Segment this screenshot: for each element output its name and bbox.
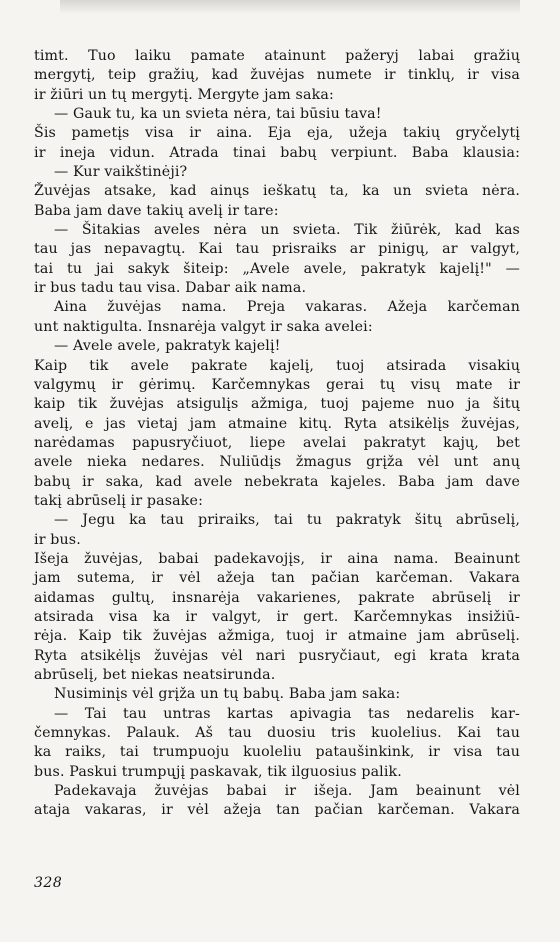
text-line: Padekavaja žuvėjas babai ir išeja. Jam beainunt vėl bbox=[54, 783, 520, 800]
text-line: Kaip tik avele pakrate kajelį, tuoj atsirada visakių bbox=[34, 357, 520, 374]
page-number: 328 bbox=[34, 875, 63, 891]
text-line: ir bus tadu tau visa. Dabar aik nama. bbox=[34, 280, 307, 297]
text-line: mergytį, teip gražių, kad žuvėjas numete ir tinklų, ir visa bbox=[34, 67, 520, 84]
text-line: — Jegu ka tau priraiks, tai tu pakratyk šitų abrūselį, bbox=[54, 512, 520, 529]
text-line: babų ir saka, kad avele nebekrata kajeles. Baba jam dave bbox=[34, 473, 520, 490]
text-line: Baba jam dave takių avelį ir tare: bbox=[34, 202, 279, 219]
text-line: atsirada visa ka ir valgyt, ir gert. Karčemnykas insižiū- bbox=[34, 608, 520, 625]
text-line: bus. Paskui trumpųjį paskavak, tik ilguosius palik. bbox=[34, 763, 402, 780]
text-line: Nusiminįs vėl grįža un tų babų. Baba jam saka: bbox=[54, 686, 401, 703]
text-line: Ryta atsikėlįs žuvėjas vėl nari pusryčiaut, egi krata krata bbox=[34, 647, 520, 664]
text-line: čemnykas. Palauk. Aš tau duosiu tris kuolelius. Kai tau bbox=[34, 725, 520, 742]
text-line: avele nieka nedares. Nuliūdįs žmagus grįža vėl unt anų bbox=[34, 454, 520, 471]
text-line: unt naktigulta. Insnarėja valgyt ir saka avelei: bbox=[34, 318, 373, 335]
text-line: Žuvėjas atsake, kad ainųs ieškatų ta, ka un svieta nėra. bbox=[34, 183, 520, 200]
text-line: — Šitakias aveles nėra un svieta. Tik žiūrėk, kad kas bbox=[54, 222, 520, 239]
text-line: ir bus. bbox=[34, 531, 81, 548]
scan-edge-shadow bbox=[60, 0, 520, 14]
text-line: ataja vakaras, ir vėl ažeja tan pačian karčeman. Vakara bbox=[34, 802, 520, 819]
text-line: — Kur vaikštinėji? bbox=[54, 164, 188, 181]
text-line: — Avele avele, pakratyk kajelį! bbox=[54, 338, 281, 355]
text-line: kaip tik žuvėjas atsigulįs ažmiga, tuoj pajeme nuo ja šitų bbox=[34, 396, 520, 413]
text-line: tai tu jai sakyk šiteip: „Avele avele, pakratyk kajelį!" — bbox=[34, 260, 520, 277]
text-line: ka raiks, tai trumpuoju kuoleliu pataušinkink, ir visa tau bbox=[34, 744, 520, 761]
text-line: Išeja žuvėjas, babai padekavojįs, ir aina nama. Beainunt bbox=[34, 550, 520, 567]
text-line: avelį, e jas vietaj jam atmaine kitų. Ryta atsikėlįs žuvėjas, bbox=[34, 415, 520, 432]
text-line: rėja. Kaip tik žuvėjas ažmiga, tuoj ir atmaine jam abrūselį. bbox=[34, 628, 520, 645]
text-line: valgymų ir gėrimų. Karčemnykas gerai tų visų mate ir bbox=[34, 376, 520, 393]
text-line: abrūselį, bet niekas neatsirunda. bbox=[34, 667, 276, 683]
body-text bbox=[34, 47, 520, 821]
text-line: ir žiūri un tų mergytį. Mergyte jam saka: bbox=[34, 86, 334, 103]
text-line: takį abrūselį ir pasake: bbox=[34, 492, 204, 509]
text-line: Šis pametįs visa ir aina. Eja eja, užeja takių gryčelytį bbox=[34, 125, 520, 142]
text-line: narėdamas papusryčiuot, liepe avelai pakratyt kajų, bet bbox=[34, 434, 520, 451]
text-line: aidamas gultų, insnarėja vakarienes, pakrate abrūselį ir bbox=[34, 589, 520, 606]
text-line: jam sutema, ir vėl ažeja tan pačian karčeman. Vakara bbox=[34, 570, 520, 587]
text-line: — Tai tau untras kartas apivagia tas nedarelis kar- bbox=[54, 705, 520, 722]
text-line: — Gauk tu, ka un svieta nėra, tai būsiu tava! bbox=[54, 106, 382, 123]
text-line: Aina žuvėjas nama. Preja vakaras. Ažeja karčeman bbox=[54, 299, 520, 316]
text-line: timt. Tuo laiku pamate atainunt pažeryj labai gražių bbox=[34, 48, 520, 64]
text-line: ir ineja vidun. Atrada tinai babų verpiunt. Baba klausia: bbox=[34, 144, 520, 161]
text-line: tau jas nepavagtų. Kai tau prisraiks ar pinigų, ar valgyt, bbox=[34, 241, 520, 258]
